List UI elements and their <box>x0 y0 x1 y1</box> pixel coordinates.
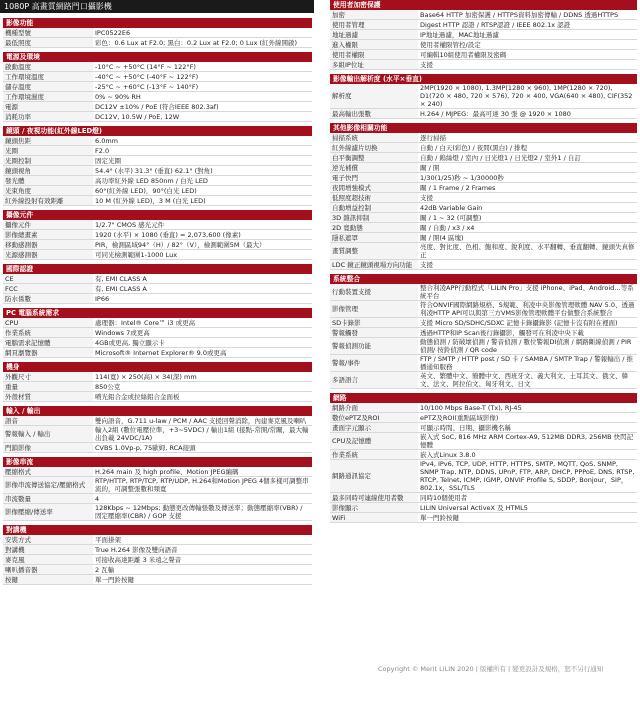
spec-label: 作業系統 <box>3 328 93 338</box>
spec-label: 鏡頭視角 <box>3 166 93 176</box>
spec-label: 行動裝置支援 <box>330 284 418 301</box>
spec-row <box>3 156 312 166</box>
spec-row <box>330 355 637 372</box>
spec-row <box>3 72 312 82</box>
spec-value: -10°C ~ +50°C (14°F ~ 122°F) <box>93 62 312 72</box>
spec-label: 警報偵測功能 <box>330 338 418 355</box>
spec-row <box>330 338 637 355</box>
spec-value: 高功率紅外線 LED 850nm / 白光 LED <box>93 176 312 186</box>
spec-value: 0% ~ 90% RH <box>93 92 312 102</box>
spec-value: IPC0522E6 <box>93 28 312 38</box>
spec-row <box>3 186 312 196</box>
spec-row <box>3 392 312 402</box>
spec-row <box>3 535 312 545</box>
spec-table <box>3 372 312 402</box>
spec-row <box>3 426 312 443</box>
spec-value: 噴光鋁合金或拉絲鋁合金面板 <box>93 392 312 402</box>
spec-row <box>3 196 312 206</box>
spec-row <box>330 513 637 523</box>
spec-label: 最多同時可連線使用者數 <box>330 493 418 503</box>
spec-value: 亮度、對比度、色相、飽和度、銳利度、水平翻轉、垂直翻轉、鏡頭失真修正 <box>418 243 637 260</box>
spec-value: 有, EMI CLASS A <box>93 284 312 294</box>
spec-value: 42dB Variable Gain <box>418 203 637 213</box>
spec-table <box>330 10 637 70</box>
spec-value: 可接收高達距離 3 米遠之聲音 <box>93 555 312 565</box>
spec-label: 防水係數 <box>3 294 93 304</box>
spec-row <box>330 450 637 460</box>
spec-row <box>3 545 312 555</box>
spec-value: DC12V, 10.5W / PoE, 12W <box>93 112 312 122</box>
spec-label: 喇叭播音器 <box>3 565 93 575</box>
spec-row <box>3 338 312 348</box>
spec-value: 60°(紅外線 LED)，90°(白光 LED) <box>93 186 312 196</box>
spec-section <box>3 457 312 521</box>
spec-row <box>3 443 312 453</box>
spec-table <box>3 28 312 48</box>
spec-label: 3D 雜訊抑制 <box>330 213 418 223</box>
spec-value: 自動 / 鎢絲燈 / 室內 / 日光燈1 / 日光燈2 / 室外1 / 自訂 <box>418 153 637 163</box>
spec-label: 工作環境溫度 <box>3 72 93 82</box>
spec-value: H.264 / MJPEG：最高可達 30 張 @ 1920 × 1080 <box>418 109 637 119</box>
spec-value: 可顯示時間、日期、攝影機名稱 <box>418 423 637 433</box>
spec-row <box>3 82 312 92</box>
spec-row <box>3 318 312 328</box>
spec-row <box>3 28 312 38</box>
spec-value: 關 / 開 <box>418 163 637 173</box>
spec-row <box>3 220 312 230</box>
spec-label: 安裝方式 <box>3 535 93 545</box>
spec-row <box>330 503 637 513</box>
spec-table <box>330 284 637 389</box>
spec-value: 關 / 自動 / x3 / x4 <box>418 223 637 233</box>
spec-row <box>330 403 637 413</box>
spec-label: 電子快門 <box>330 173 418 183</box>
spec-section <box>3 210 312 260</box>
spec-value: IP地址過濾，MAC地址過濾 <box>418 30 637 40</box>
spec-row <box>330 173 637 183</box>
spec-value: 關 / 1 ~ 32 (可調整) <box>418 213 637 223</box>
spec-label: 最低照度 <box>3 38 93 48</box>
section-header: 國際認證 <box>3 264 312 274</box>
spec-section <box>330 274 637 389</box>
spec-label: 影像串流傳送協定/壓縮格式 <box>3 477 93 494</box>
spec-row <box>3 504 312 521</box>
spec-label: 串流數量 <box>3 494 93 504</box>
spec-label: 掃描系統 <box>330 133 418 143</box>
spec-label: 光源感測器 <box>3 250 93 260</box>
spec-label: 光圈控制 <box>3 156 93 166</box>
spec-row <box>330 423 637 433</box>
spec-label: 畫面字元顯示 <box>330 423 418 433</box>
spec-label: 門鎖影像 <box>3 443 93 453</box>
spec-label: 消耗功率 <box>3 112 93 122</box>
spec-value: LILIN Universal ActiveX 及 HTML5 <box>418 503 637 513</box>
spec-value: 單一門鈴按鍵 <box>418 513 637 523</box>
spec-row <box>3 136 312 146</box>
spec-row <box>3 92 312 102</box>
spec-label: 重量 <box>3 382 93 392</box>
spec-value: 支援 <box>418 260 637 270</box>
copyright-footer: Copyright © Merit LILIN 2020 | 版權所有 | 變更設計及規格，恕不另行通知 <box>378 665 604 673</box>
spec-label: 網頁瀏覽器 <box>3 348 93 358</box>
spec-value: 2MP(1920 × 1080), 1.3MP(1280 × 960), 1MP(1280 × 720), D1(720 × 480, 720 × 576), 720 × 400, VGA(640 × 480), CIF(352 × 240) <box>418 84 637 109</box>
spec-label: 使用者管理 <box>330 20 418 30</box>
spec-label: 加密 <box>330 10 418 20</box>
spec-row <box>3 62 312 72</box>
spec-label: 影像管理 <box>330 301 418 318</box>
spec-label: 啟動溫度 <box>3 62 93 72</box>
spec-row <box>330 223 637 233</box>
spec-table <box>330 403 637 523</box>
spec-label: 按鍵 <box>3 575 93 585</box>
spec-row <box>3 416 312 426</box>
spec-row <box>3 166 312 176</box>
spec-label: 機種型號 <box>3 28 93 38</box>
spec-label: 麥克風 <box>3 555 93 565</box>
section-header: PC 電腦系統需求 <box>3 308 312 318</box>
spec-row <box>330 460 637 493</box>
spec-label: 夜間增強模式 <box>330 183 418 193</box>
spec-value: FTP / SMTP / HTTP post / SD 卡 / SAMBA / SMTP Trap / 警報輸出 / 推播通知服務 <box>418 355 637 372</box>
section-header: 網路 <box>330 393 637 403</box>
spec-table <box>3 62 312 122</box>
spec-value: 嵌入式 SoC, 816 MHz ARM Cortex-A9, 512MB DDR3, 256MB 快閃記憶體 <box>418 433 637 450</box>
right-spec-column <box>330 0 637 527</box>
spec-value: 支援 <box>418 193 637 203</box>
spec-row <box>330 284 637 301</box>
spec-label: CE <box>3 274 93 284</box>
spec-label: 畫質調整 <box>330 243 418 260</box>
spec-label: 光束角度 <box>3 186 93 196</box>
spec-value: 單一門鈴按鍵 <box>93 575 312 585</box>
spec-value: 關 / 開(4 區塊) <box>418 233 637 243</box>
spec-table <box>3 220 312 260</box>
spec-value: 54.4° (水平) 31.3° (垂直) 62.1° (對角) <box>93 166 312 176</box>
spec-label: 紅外線投射有效距離 <box>3 196 93 206</box>
spec-value: 動態偵測 / 防破壞偵測 / 警音偵測 / 數位警報DI偵測 / 網路斷線偵測 / PIR偵測/ 按鈴偵測 / QR code <box>418 338 637 355</box>
spec-row <box>3 240 312 250</box>
spec-value: 2 瓦輸 <box>93 565 312 575</box>
spec-label: 鏡頭焦距 <box>3 136 93 146</box>
spec-value: 雙向語音，G.711 u-law / PCM / AAC 支援回聲消除，內建麥克風及喇叭 <box>93 416 312 426</box>
spec-label: 網路通訊協定 <box>330 460 418 493</box>
spec-row <box>330 20 637 30</box>
spec-label: 隱私遮罩 <box>330 233 418 243</box>
spec-label: 影像總畫素 <box>3 230 93 240</box>
spec-row <box>330 372 637 389</box>
spec-value: 有, EMI CLASS A <box>93 274 312 284</box>
spec-label: 警報觸發 <box>330 328 418 338</box>
spec-section <box>3 308 312 358</box>
spec-value: DC12V ±10% / PoE (符合IEEE 802.3af) <box>93 102 312 112</box>
spec-value: True H.264 影像及雙向語音 <box>93 545 312 555</box>
spec-value: 關 / 1 Frame / 2 Frames <box>418 183 637 193</box>
spec-row <box>3 565 312 575</box>
spec-value: 透過HTTP和IP Scan後行錄攝影，觸發可在利凌中央下載 <box>418 328 637 338</box>
spec-row <box>3 284 312 294</box>
spec-value: 輸入2組 (數位電壓位準，+3~5VDC) / 輸出1組 (接點-常開/常關，最大輸出負載 24VDC/1A) <box>93 426 312 443</box>
spec-section <box>3 362 312 402</box>
section-header: 鏡頭 / 夜視功能(紅外線LED燈) <box>3 126 312 136</box>
spec-value: H.264 main 及 high profile、Motion JPEG編碼 <box>93 467 312 477</box>
spec-value: RTP/HTTP, RTP/TCP, RTP/UDP, H.264和Motion JPEG 4個多樣可調整串流的，可調整張數和頻寬 <box>93 477 312 494</box>
spec-row <box>330 328 637 338</box>
spec-value: 嵌入式Linux 3.8.0 <box>418 450 637 460</box>
spec-value: 同時10個使用者 <box>418 493 637 503</box>
spec-section <box>3 126 312 206</box>
spec-section <box>3 406 312 453</box>
spec-label: 影像顯示 <box>330 503 418 513</box>
spec-value: IP66 <box>93 294 312 304</box>
spec-row <box>3 382 312 392</box>
spec-value: F2.0 <box>93 146 312 156</box>
section-header: 攝像元件 <box>3 210 312 220</box>
spec-value: 1/30(1/25)秒 ~ 1/30000秒 <box>418 173 637 183</box>
spec-label: 警報/事件 <box>330 355 418 372</box>
spec-label: 電腦需求記憶體 <box>3 338 93 348</box>
spec-label: 影像壓縮/傳送率 <box>3 504 93 521</box>
spec-row <box>330 40 637 50</box>
spec-table <box>330 133 637 270</box>
spec-section <box>3 525 312 585</box>
spec-table <box>3 416 312 453</box>
spec-row <box>330 213 637 223</box>
spec-label: 作業系統 <box>330 450 418 460</box>
spec-value: 英文、繁體中文、簡體中文、西班牙文、義大利文、土耳其文、俄文、韓文、法文、阿拉伯文、匈牙利文、日文 <box>418 372 637 389</box>
spec-section <box>3 264 312 304</box>
spec-row <box>3 230 312 240</box>
spec-value: CVBS 1.0Vp-p, 75歐姆, RCA接頭 <box>93 443 312 453</box>
spec-label: 數位ePTZ及ROI <box>330 413 418 423</box>
spec-row <box>3 494 312 504</box>
section-header: 其他影像相關功能 <box>330 123 637 133</box>
spec-table <box>3 535 312 585</box>
spec-label: 移動感測器 <box>3 240 93 250</box>
spec-table <box>330 84 637 119</box>
spec-label: 語音 <box>3 416 93 426</box>
spec-row <box>330 413 637 423</box>
spec-row <box>330 260 637 270</box>
spec-value: 10 M (紅外線 LED)，3 M (白光 LED) <box>93 196 312 206</box>
spec-row <box>3 38 312 48</box>
spec-row <box>330 10 637 20</box>
section-header: 對講機 <box>3 525 312 535</box>
spec-row <box>330 153 637 163</box>
spec-table <box>3 318 312 358</box>
section-header: 影像功能 <box>3 18 312 28</box>
spec-value: 6.0mm <box>93 136 312 146</box>
spec-row <box>3 112 312 122</box>
spec-row <box>3 294 312 304</box>
spec-value: 114(寬) × 250(高) × 34(深) mm <box>93 372 312 382</box>
spec-row <box>3 372 312 382</box>
spec-value: 使用者權限管控/設定 <box>418 40 637 50</box>
spec-row <box>3 274 312 284</box>
spec-value: 850公克 <box>93 382 312 392</box>
spec-row <box>3 477 312 494</box>
spec-value: 支援 Micro SD/SDHC/SDXC 記憶卡錄攝錄影 (記憶卡沒有附在裡面) <box>418 318 637 328</box>
spec-value: 平面掛架 <box>93 535 312 545</box>
spec-label: 低照度超技術 <box>330 193 418 203</box>
spec-row <box>330 183 637 193</box>
spec-label: 網路介面 <box>330 403 418 413</box>
spec-value: IPv4, IPv6, TCP, UDP, HTTP, HTTPS, SMTP, MQTT, QoS, SNMP, SNMP Trap, NTP, DDNS, UPnP, FTP, ARP, DHCP, PPPoE, DNS, RTSP, RTCP, Telnet, ICMP, IGMP, ONVIF Profile S, SDDP, Bonjour，SIP，802.1x，SSL/TLS <box>418 460 637 493</box>
section-header: 機身 <box>3 362 312 372</box>
spec-label: 解析度 <box>330 84 418 109</box>
spec-value: -40°C ~ +50°C (-40°F ~ 122°F) <box>93 72 312 82</box>
left-spec-column <box>3 18 312 589</box>
spec-label: 進入權限 <box>330 40 418 50</box>
spec-section <box>3 52 312 122</box>
spec-row <box>330 203 637 213</box>
spec-label: 自動增益控制 <box>330 203 418 213</box>
spec-label: 2D 寬動態 <box>330 223 418 233</box>
spec-row <box>3 102 312 112</box>
spec-label: 外殼材質 <box>3 392 93 402</box>
spec-row <box>330 60 637 70</box>
spec-row <box>3 328 312 338</box>
spec-section <box>3 18 312 48</box>
section-header: 使用者加密保護 <box>330 0 637 10</box>
page-title: 1080P 高畫質網路門口攝影機 <box>0 0 314 13</box>
spec-value: Digest HTTP 認證 / RTSP認證 / IEEE 802.1x 認證 <box>418 20 637 30</box>
spec-label: LDC 鏡正鏡頭視場方向功能 <box>330 260 418 270</box>
section-header: 影像輸出解析度 (水平×垂直) <box>330 74 637 84</box>
spec-row <box>330 433 637 450</box>
spec-value: 處理器：Intel® Core™ i3 或更高 <box>93 318 312 328</box>
spec-label: CPU及記憶體 <box>330 433 418 450</box>
spec-value: ePTZ及ROI(重點區域影像) <box>418 413 637 423</box>
spec-value: Microsoft® Internet Explorer® 9.0或更高 <box>93 348 312 358</box>
spec-section <box>330 123 637 270</box>
spec-row <box>330 301 637 318</box>
spec-row <box>330 193 637 203</box>
spec-table <box>3 467 312 521</box>
spec-row <box>3 555 312 565</box>
spec-value: 固定光圈 <box>93 156 312 166</box>
spec-value: Windows 7或更高 <box>93 328 312 338</box>
spec-section <box>330 393 637 523</box>
spec-label: 外觀尺寸 <box>3 372 93 382</box>
spec-row <box>330 163 637 173</box>
spec-label: 最高輸出張數 <box>330 109 418 119</box>
spec-row <box>3 176 312 186</box>
spec-row <box>330 50 637 60</box>
spec-label: 壓縮格式 <box>3 467 93 477</box>
spec-value: 逐行掃描 <box>418 133 637 143</box>
spec-value: 可同光檢測範圍1-1000 Lux <box>93 250 312 260</box>
spec-section <box>330 0 637 70</box>
spec-label: WiFi <box>330 513 418 523</box>
spec-value: 1/2.7" CMOS 感光元件 <box>93 220 312 230</box>
spec-row <box>330 84 637 109</box>
section-header: 系統整合 <box>330 274 637 284</box>
spec-row <box>3 146 312 156</box>
spec-label: CPU <box>3 318 93 328</box>
spec-value: 自動 / 白天(彩色) / 夜間(黑白) / 排程 <box>418 143 637 153</box>
spec-value: 彩色：0.6 Lux at F2.0; 黑白：0.2 Lux at F2.0; 0 Lux (紅外線開啟) <box>93 38 312 48</box>
spec-label: 使用者權限 <box>330 50 418 60</box>
spec-label: 發光體 <box>3 176 93 186</box>
spec-label: 工作環境濕度 <box>3 92 93 102</box>
spec-value: 支援 <box>418 60 637 70</box>
spec-value: 1920 (水平) × 1080 (垂直) = 2,073,600 (像素) <box>93 230 312 240</box>
section-header: 影像串流 <box>3 457 312 467</box>
section-header: 電源及環境 <box>3 52 312 62</box>
spec-row <box>3 467 312 477</box>
spec-label: 多語語言 <box>330 372 418 389</box>
spec-label: 對講機 <box>3 545 93 555</box>
spec-row <box>330 233 637 243</box>
spec-label: 電源 <box>3 102 93 112</box>
spec-label: 攝像元件 <box>3 220 93 230</box>
spec-label: 警報輸入 / 輸出 <box>3 426 93 443</box>
spec-label: 地址過濾 <box>330 30 418 40</box>
spec-row <box>330 143 637 153</box>
spec-label: 光圈 <box>3 146 93 156</box>
spec-label: 紅外線濾片切換 <box>330 143 418 153</box>
spec-row <box>3 575 312 585</box>
spec-row <box>330 133 637 143</box>
spec-row <box>330 318 637 328</box>
spec-value: 可編輯10組使用者權限及密碼 <box>418 50 637 60</box>
spec-value: 整合利凌APP行動程式「LILIN Pro」支援 iPhone、iPad、Android…等系統平台 <box>418 284 637 301</box>
spec-label: 逆光補償 <box>330 163 418 173</box>
spec-section <box>330 74 637 119</box>
spec-value: 10/100 Mbps Base-T (Tx), RJ-45 <box>418 403 637 413</box>
spec-label: 白平衡調整 <box>330 153 418 163</box>
spec-label: SD卡錄影 <box>330 318 418 328</box>
spec-label: 儲存溫度 <box>3 82 93 92</box>
spec-table <box>3 274 312 304</box>
spec-value: 4GB或更高, 獨立顯示卡 <box>93 338 312 348</box>
spec-label: FCC <box>3 284 93 294</box>
spec-table <box>3 136 312 206</box>
spec-row <box>3 348 312 358</box>
spec-value: 128Kbps ~ 12Mbps; 動態更改傳輸張數及傳送率；動態壓縮率(VBR) / 固定壓縮率(CBR) / GOP 支援 <box>93 504 312 521</box>
spec-row <box>330 109 637 119</box>
spec-row <box>330 493 637 503</box>
spec-label: 多組IP位址 <box>330 60 418 70</box>
spec-value: 符合ONVIF國際網路規格、S規範、利凌中央影像管理軟體 NAV 5.0、透過利凌HTTP API可以與第三方VMS影像管理軟體平台做整合系統整合 <box>418 301 637 318</box>
spec-value: Base64 HTTP 加密保護 / HTTPS資料加密傳輸 / DDNS 透過HTTPS <box>418 10 637 20</box>
spec-value: -25°C ~ +60°C (-13°F ~ 140°F) <box>93 82 312 92</box>
spec-row <box>3 250 312 260</box>
spec-row <box>330 30 637 40</box>
section-header: 輸入 / 輸出 <box>3 406 312 416</box>
spec-value: PIR，檢測區域94°（H）/ 82°（V），檢測範圍5M（最大） <box>93 240 312 250</box>
spec-row <box>330 243 637 260</box>
spec-value: 4 <box>93 494 312 504</box>
